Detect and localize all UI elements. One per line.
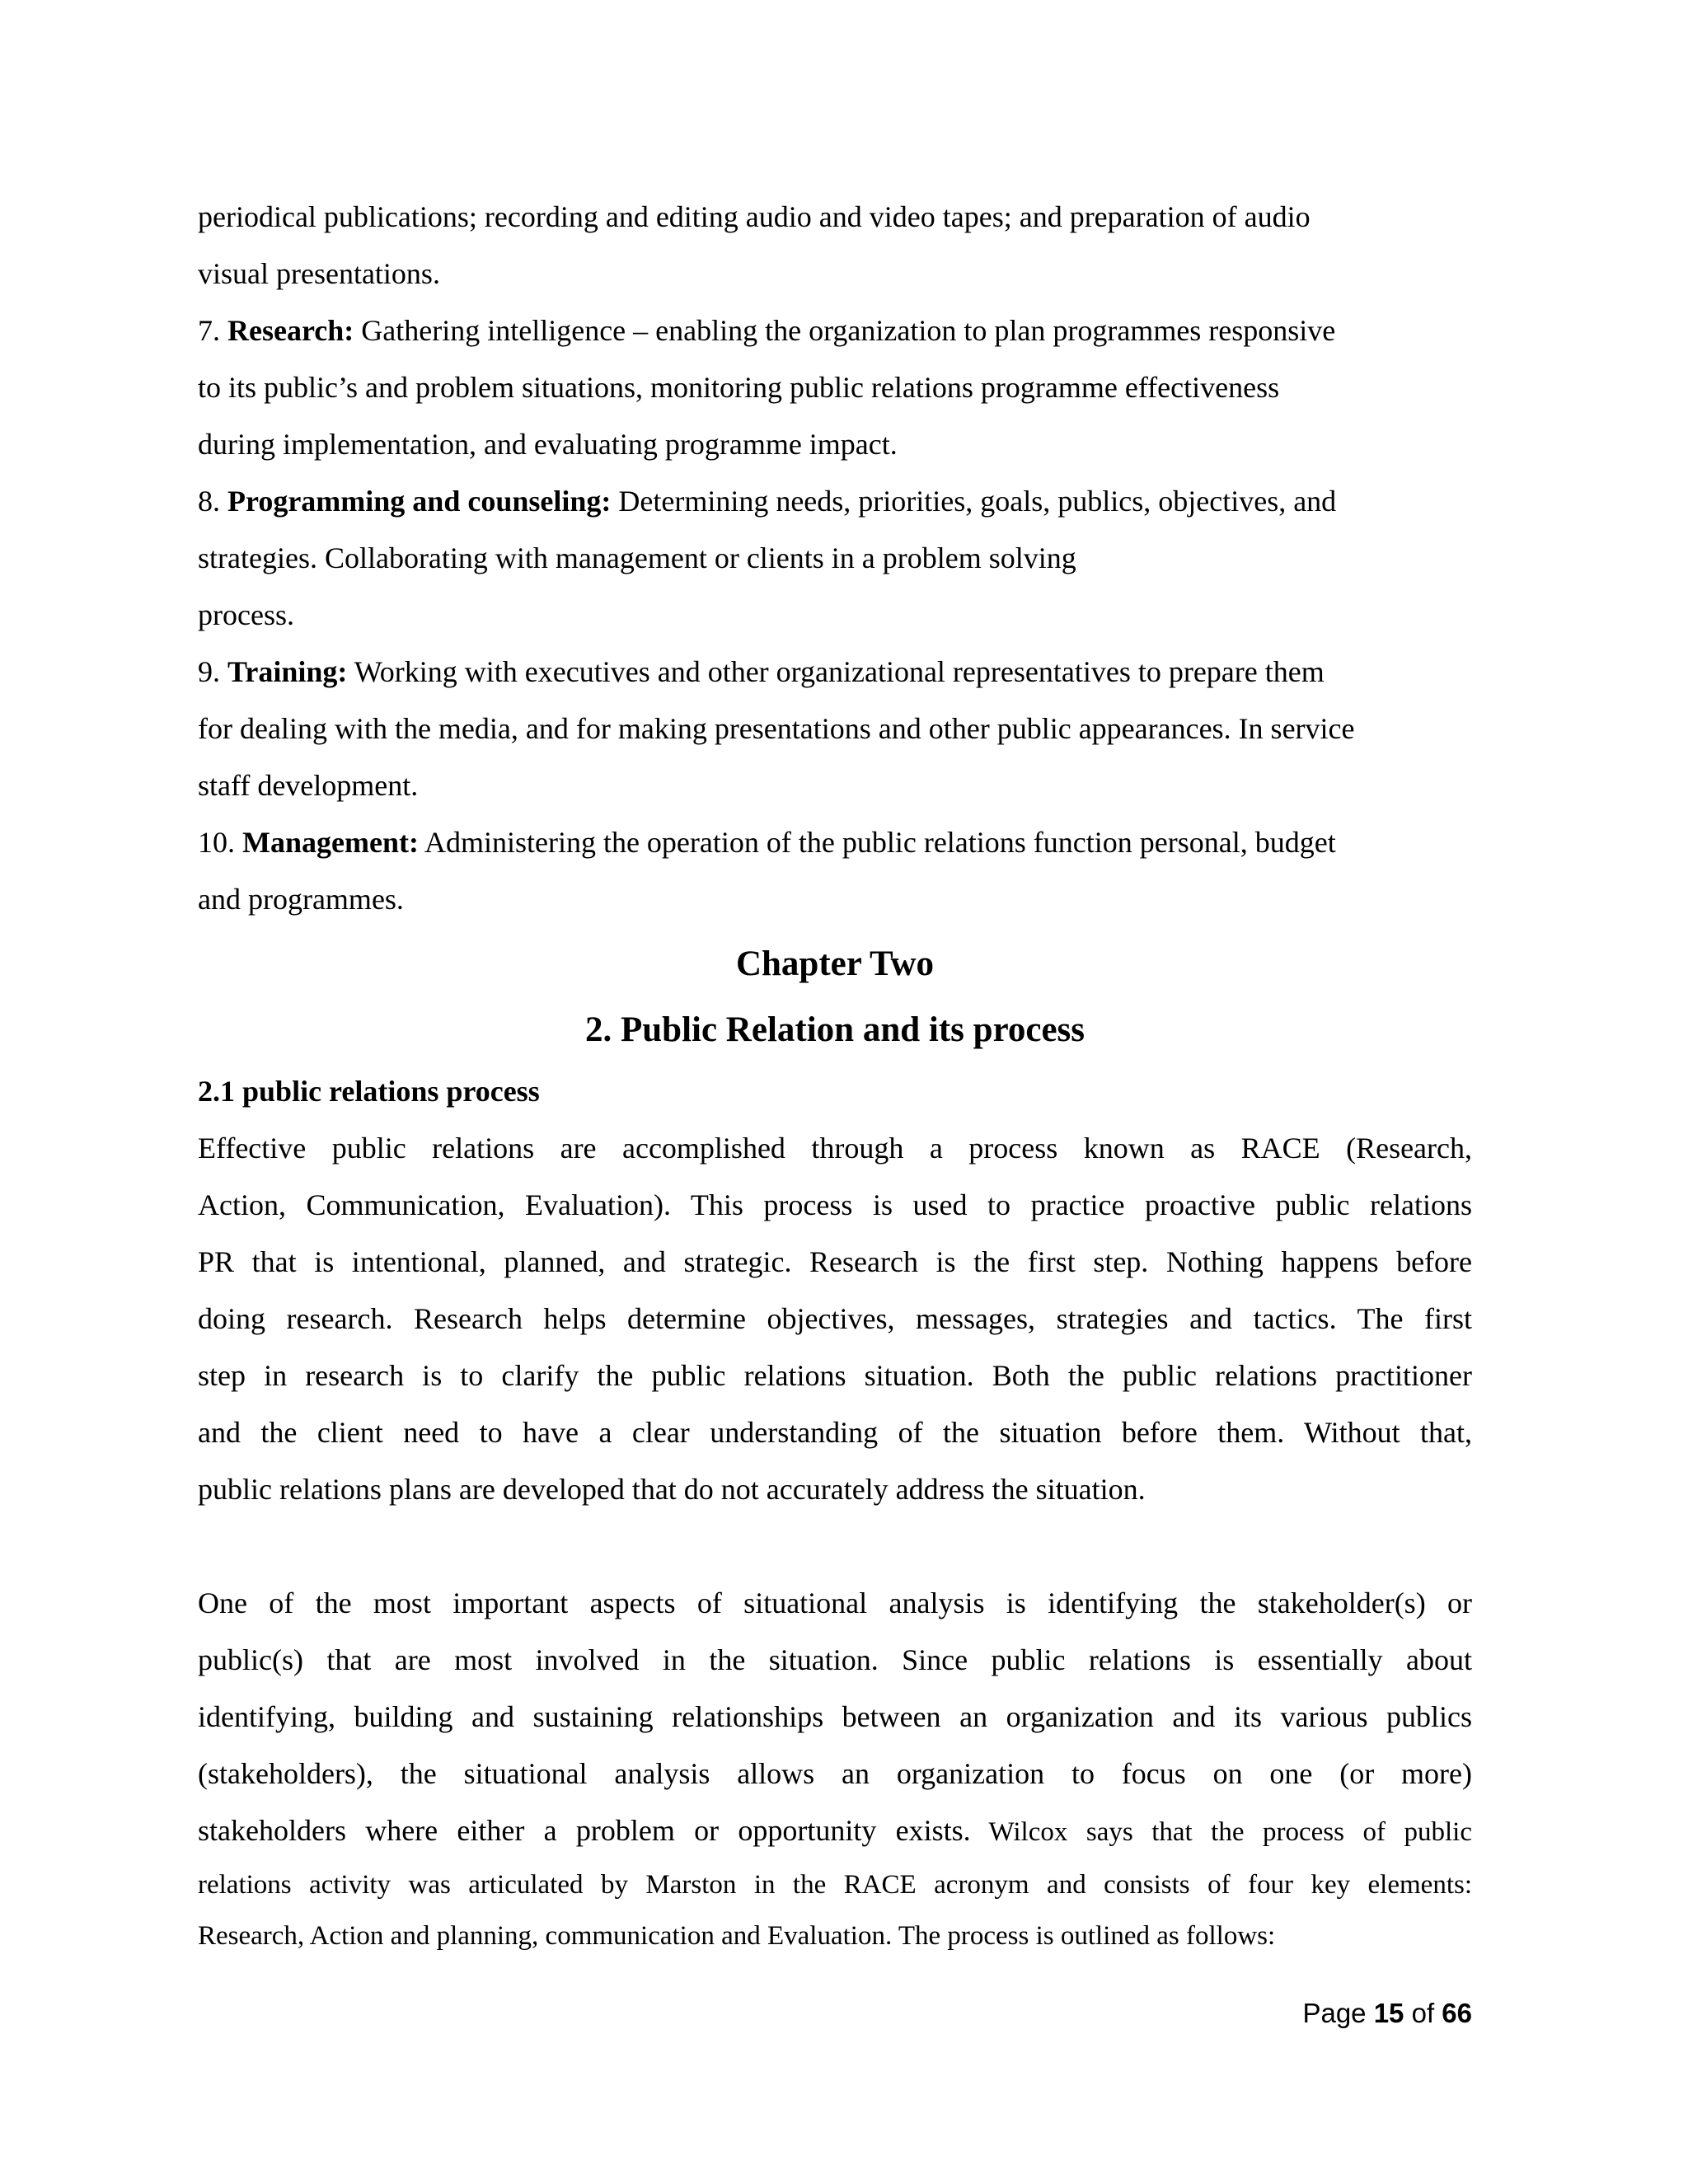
of-word: of <box>1404 1998 1442 2028</box>
text-line: PR that is intentional, planned, and strategic. Research is the first step. Nothing happens before <box>198 1245 1472 1278</box>
text-line: public relations plans are developed that do not accurately address the situation. <box>198 1473 1146 1506</box>
text-line: visual presentations. <box>198 257 440 290</box>
list-term: Programming and counseling: <box>227 485 612 518</box>
list-number: 10. <box>198 826 242 859</box>
paragraph-gap <box>198 1518 1472 1575</box>
list-item-research <box>198 302 1472 359</box>
text-line: strategies. Collaborating with management or clients in a problem solving <box>198 541 1076 574</box>
list-text: Working with executives and other organizational representatives to prepare them <box>347 655 1325 688</box>
text-line: and the client need to have a clear understanding of the situation before them. Without that, <box>198 1416 1472 1449</box>
current-page: 15 <box>1373 1998 1404 2028</box>
text-line <box>198 1802 1472 1859</box>
text-line: periodical publications; recording and editing audio and video tapes; and preparation of audio <box>198 200 1311 233</box>
text-line: and programmes. <box>198 883 404 916</box>
list-term: Research: <box>227 314 354 347</box>
text-line: step in research is to clarify the public relations situation. Both the public relations practitioner <box>198 1359 1472 1392</box>
total-pages: 66 <box>1442 1998 1472 2028</box>
paragraph-race <box>198 1120 1472 1518</box>
text-line: staff development. <box>198 769 419 802</box>
list-item-programming <box>198 473 1472 530</box>
text-line: process. <box>198 598 294 631</box>
page-content <box>198 189 1472 1961</box>
page-word: Page <box>1302 1998 1374 2028</box>
list-item-training <box>198 644 1472 701</box>
list-number: 7. <box>198 314 227 347</box>
text-line: Action, Communication, Evaluation). This process is used to practice proactive public relations <box>198 1188 1472 1221</box>
text-line: public(s) that are most involved in the situation. Since public relations is essentially about <box>198 1643 1472 1676</box>
page-number-footer <box>1302 1993 1472 2034</box>
text-line: Research, Action and planning, communication and Evaluation. The process is outlined as follows: <box>198 1921 1276 1951</box>
text-line: during implementation, and evaluating programme impact. <box>198 428 898 461</box>
chapter-title: Chapter Two <box>735 944 935 983</box>
text-line: One of the most important aspects of situational analysis is identifying the stakeholder(s) or <box>198 1586 1472 1619</box>
text-span-small: Wilcox says that the process of public <box>970 1817 1472 1847</box>
text-line: (stakeholders), the situational analysis allows an organization to focus on one (or more) <box>198 1757 1472 1790</box>
list-text: Determining needs, priorities, goals, publics, objectives, and <box>611 485 1337 518</box>
list-number: 8. <box>198 485 227 518</box>
list-number: 9. <box>198 655 227 688</box>
text-line: doing research. Research helps determine objectives, messages, strategies and tactics. The first <box>198 1302 1472 1335</box>
text-line: for dealing with the media, and for making presentations and other public appearances. In service <box>198 712 1355 745</box>
subsection-title: 2.1 public relations process <box>198 1075 540 1108</box>
text-line: identifying, building and sustaining relationships between an organization and its various publics <box>198 1700 1472 1733</box>
text-line: relations activity was articulated by Marston in the RACE acronym and consists of four key elements: <box>198 1870 1472 1900</box>
list-item-management <box>198 814 1472 871</box>
text-line: Effective public relations are accomplished through a process known as RACE (Research, <box>198 1132 1472 1165</box>
list-term: Training: <box>227 655 348 688</box>
list-text: Administering the operation of the public relations function personal, budget <box>418 826 1336 859</box>
section-title: 2. Public Relation and its process <box>584 1010 1085 1049</box>
list-text: Gathering intelligence – enabling the organization to plan programmes responsive <box>354 314 1336 347</box>
text-span: stakeholders where either a problem or opportunity exists. <box>198 1814 971 1847</box>
text-line: to its public’s and problem situations, monitoring public relations programme effectiveness <box>198 371 1280 404</box>
list-term: Management: <box>242 826 419 859</box>
paragraph-situational-analysis <box>198 1575 1472 1961</box>
